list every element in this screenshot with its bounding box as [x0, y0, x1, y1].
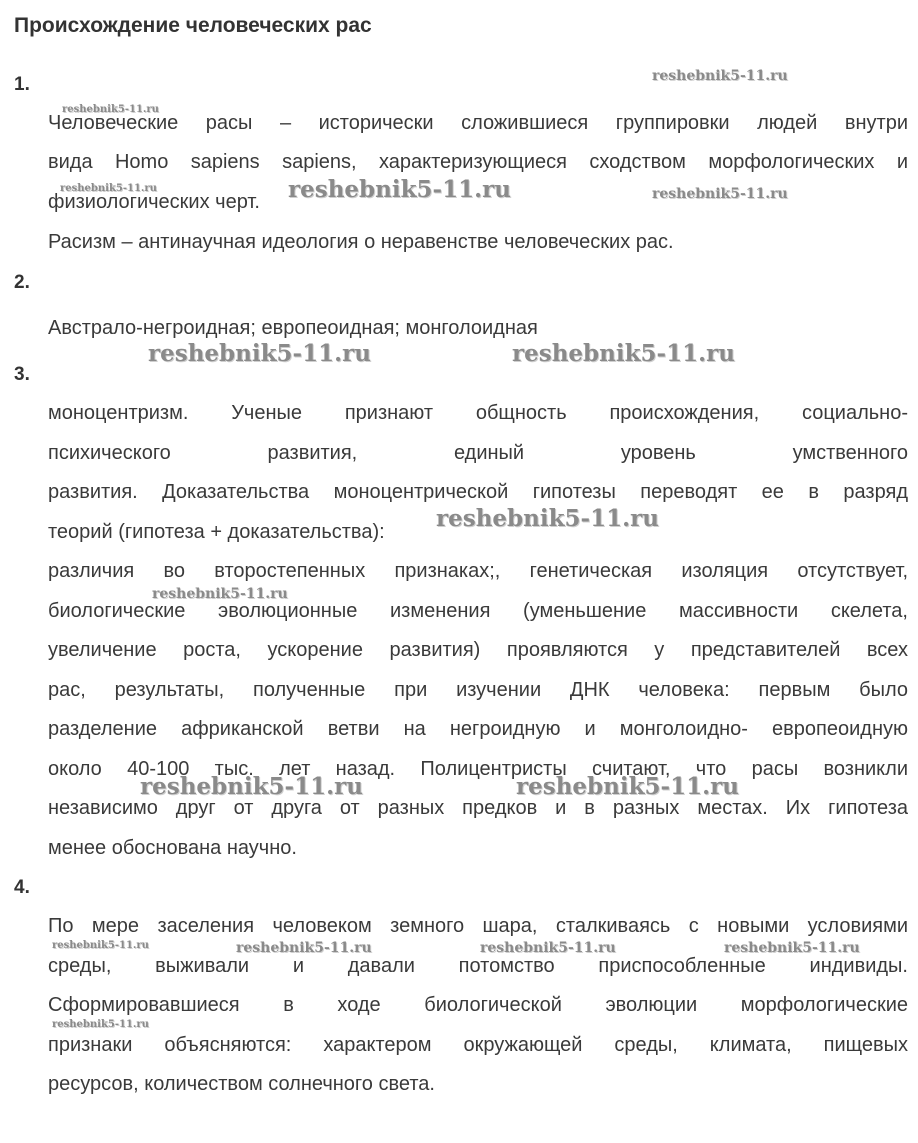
- paragraph-line: психического развития, единый уровень умственного: [48, 442, 908, 464]
- paragraph-line: увеличение роста, ускорение развития) проявляются у представителей всех: [48, 639, 908, 661]
- watermark: reshebnik5-11.ru: [724, 940, 860, 956]
- watermark: reshebnik5-11.ru: [652, 186, 788, 202]
- watermark: reshebnik5-11.ru: [52, 1019, 149, 1030]
- paragraph-line: ресурсов, количеством солнечного света.: [48, 1073, 435, 1095]
- paragraph-line: различия во второстепенных признаках;, генетическая изоляция отсутствует,: [48, 560, 908, 582]
- watermark: reshebnik5-11.ru: [516, 773, 739, 800]
- paragraph-line: Сформировавшиеся в ходе биологической эволюции морфологические: [48, 994, 908, 1016]
- watermark: reshebnik5-11.ru: [62, 104, 159, 115]
- section-number-4: 4.: [14, 877, 30, 898]
- paragraph-line: теорий (гипотеза + доказательства):: [48, 521, 385, 543]
- watermark: reshebnik5-11.ru: [652, 68, 788, 84]
- paragraph-line: моноцентризм. Ученые признают общность происхождения, социально-: [48, 402, 908, 424]
- section-number-1: 1.: [14, 74, 30, 95]
- paragraph-line: разделение африканской ветви на негроидную и монголоидно- европеоидную: [48, 718, 908, 740]
- watermark: reshebnik5-11.ru: [152, 586, 288, 602]
- watermark: reshebnik5-11.ru: [512, 340, 735, 367]
- paragraph-line: Расизм – антинаучная идеология о неравенстве человеческих рас.: [48, 231, 674, 253]
- paragraph-line: около 40-100 тыс. лет назад. Полицентристы считают, что расы возникли: [48, 758, 908, 780]
- paragraph-line: По мере заселения человеком земного шара, сталкиваясь с новыми условиями: [48, 915, 908, 937]
- watermark: reshebnik5-11.ru: [236, 940, 372, 956]
- paragraph-line: независимо друг от друга от разных предков и в разных местах. Их гипотеза: [48, 797, 908, 819]
- watermark: reshebnik5-11.ru: [288, 176, 511, 203]
- watermark: reshebnik5-11.ru: [480, 940, 616, 956]
- paragraph-line: рас, результаты, полученные при изучении ДНК человека: первым было: [48, 679, 908, 701]
- section-number-2: 2.: [14, 272, 30, 293]
- watermark: reshebnik5-11.ru: [52, 940, 149, 951]
- paragraph-line: вида Homo sapiens sapiens, характеризующиеся сходством морфологических и: [48, 151, 908, 173]
- watermark: reshebnik5-11.ru: [60, 183, 157, 194]
- paragraph-line: физиологических черт.: [48, 191, 260, 213]
- paragraph-line: биологические эволюционные изменения (уменьшение массивности скелета,: [48, 600, 908, 622]
- watermark: reshebnik5-11.ru: [140, 773, 363, 800]
- paragraph-line: признаки объясняются: характером окружающей среды, климата, пищевых: [48, 1034, 908, 1056]
- watermark: reshebnik5-11.ru: [436, 505, 659, 532]
- section-number-3: 3.: [14, 364, 30, 385]
- paragraph-line: Человеческие расы – исторически сложившиеся группировки людей внутри: [48, 112, 908, 134]
- paragraph-line: Австрало-негроидная; европеоидная; монголоидная: [48, 317, 538, 339]
- paragraph-line: развития. Доказательства моноцентрической гипотезы переводят ее в разряд: [48, 481, 908, 503]
- watermark: reshebnik5-11.ru: [148, 340, 371, 367]
- page-title: Происхождение человеческих рас: [14, 14, 372, 37]
- paragraph-line: менее обоснована научно.: [48, 837, 297, 859]
- paragraph-line: среды, выживали и давали потомство приспособленные индивиды.: [48, 955, 908, 977]
